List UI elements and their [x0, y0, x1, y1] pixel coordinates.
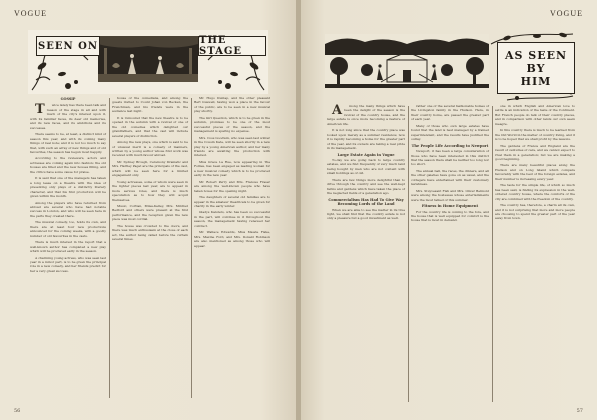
title-the-stage: THE STAGE [198, 36, 266, 56]
gossip-heading: GOSSIP [60, 97, 76, 101]
stage-header-illustration [28, 30, 268, 94]
column-rule [408, 106, 409, 402]
left-column-1: GOSSIP T wice lately has there been talk and reason of the stage in all and with much of the city's interest upon it, with its familiar faces, its dear old memories, and its new faces, and its ambitions and its successes. There seems to be, at least, a distinct kind of season this year, and with its coming many things of real note; and it is not too much to say that, with such an array of new things and of old favourites, the season has begun most happily. According to the reviewers, actors and actresses are coming again into fashion; the old houses are filled and the new houses filling, and the critics have some cause for praise. It is said that one of the managers has taken a long lease on a theatre with the idea of presenting only plays of a distinctly literary character, and that his first production will be given within the month. Among the players who have returned from abroad are several who have had notable success in London, and who will be seen here in the parts they created there. The musical comedy, too, holds its own, and there are at least four new productions announced for the coming weeks, with a goodly number of old favourites in the casts. There is much interest in the report that a well-known author has completed a new play which will be produced early in the season. A charming young actress, who was seen last year in a minor part, is to be given the principal role in a new comedy, and her friends predict for her a very great success. [30, 97, 106, 273]
subhead-newport: The People Life According to Newport [411, 143, 489, 148]
right-column-2: rather one of the several fashionable homes of the Livingston family in the Hudson. Here, in their country home, are passed the greater part of each year. Many of those who own large estates have found that the land is best managed by a trained superintendent, and the results have justified the outlay. The People Life According to Newport Newport, it has been a large consideration of those who have been interested in this district that the season there shall be neither too long nor too short. The annual ball, the races, the dinners, and all the other gaieties have gone on as usual, and the cottagers have entertained with their customary lavishness. Mrs. Stuyvesant Fish and Mrs. Oliver Belmont were among the hostesses whose entertainments were the most talked of this summer. Fitness in Home Equipment For the country life is coming to the fore, and the house that is well equipped for comfort is the house that is most in demand. [411, 104, 489, 223]
column-rule [191, 98, 192, 398]
stage-scene-illustration [98, 36, 198, 82]
folio-left: 56 [14, 408, 21, 414]
column-rule [109, 98, 110, 398]
column-rule [492, 106, 493, 402]
title-as-seen-by-him [497, 42, 575, 94]
title-line-2: BY [526, 61, 546, 75]
left-column-2: house of the comedians, and among the guests invited to Count Johan von Becken, the Frenchman, and his friends were in the audience last night. It is rumoured that the new theatre is to be opened in the autumn with a revival of one of the old comedies which delighted our grandfathers, and that the cast will include several players of distinction. Among the new plays, one which is said to be of unusual merit is a comedy of manners, written by a young author whose first work was received with much favour abroad. Mr. Sydney Brough, Ceremony Dramatic and Mrs. Hartley Paget are the principals of the cast, which will be seen here for a limited engagement only. Young actresses, some of whom were seen in the lighter pieces last year, are to appear in more serious roles, and there is much speculation as to how they will acquit themselves. Music, Cortlan, Miles-Kelley, Mrs. Mildred Bedford and others were present at the first performance, and the reception given the new piece was most cordial. The house was crowded to the doors, and there was much enthusiasm at the close of each act, the author being called before the curtain several times. [112, 96, 188, 242]
running-head-left: VOGUE [14, 9, 47, 18]
folio-right: 57 [576, 408, 583, 414]
left-page [0, 0, 296, 420]
right-column-1: A mong the many things which have been the delight of the season is the revival of the country house, and the large estate is once more becoming a feature of American life. It is not long since that the country place was looked upon merely as a summer residence; now it is rapidly becoming a home for the greater part of the year, and its owners are taking a real pride in its management. Large Estate Again in Vogue To-day we are going back to large country estates, and we find frequently of very much land being bought by men who are not content with small holdings as of old. There are few things more delightful than to drive through the country and see the well-kept farms and gardens which have taken the place of the neglected fields of a generation ago. Commercialism Has Had To Give Way Becoming Lords of the Land When we are able to see the matter in its true light, we shall find that the country estate is not only a pleasure but a good investment as well. [327, 103, 405, 221]
seen-by-him-header [325, 30, 577, 102]
title-line-3: HIM [520, 74, 552, 88]
garden-scene-illustration [325, 34, 489, 88]
running-head-right: VOGUE [550, 9, 583, 18]
subhead-fitness: Fitness in Home Equipment [421, 204, 479, 209]
title-line-1: AS SEEN [504, 48, 568, 62]
title-seen-on: SEEN ON [36, 36, 100, 56]
subhead-large-estate: Large Estate Again in Vogue [337, 152, 395, 157]
right-page [301, 0, 597, 420]
right-column-3: one in which English and American love to settle is an indication of the taste of the Continent. But French people do talk of their country places, and in comparison with other lands our own seem meagre. In this country there is much to be learned from the Old World in the matter of country living, and it is to be hoped that we shall profit by the lessons. The gardens of France and England are the result of centuries of care, and we cannot expect to rival them in a generation; but we are making a good beginning. There are many beautiful places along the Hudson and on Long Island which compare favourably with the best of the foreign estates, and their number is increasing every year. The taste for the simple life, of which so much has been said, is finding its expression in the well-ordered country house, where the comforts of the city are combined with the freedom of the country. The country has, therefore, a charm all its own, and it is not surprising that more and more people are choosing to spend the greater part of the year away from town. [495, 104, 575, 221]
subhead-commercialism: Commercialism Has Had To Give Way Becoming Lords of the Land [328, 197, 404, 207]
left-column-3: Mr. Hugo Dunlap, and the other pleasant Bert Guswell, having won a place in the favour of the public, are to be seen in a new musical play shortly. The Girl Question, which is to be given in the autumn, promises to be one of the most successful pieces of the season, and the management is sparing no expense. Mrs. Coss Goodwin, who was seen last winter in the Cousin Kate, will be seen shortly in a new play by a young American author, and her many friends are awaiting the production with interest. Miss Grace La Rue, now appearing in The Follies, has been engaged as leading woman for a new musical comedy which is to be produced early in the new year. Mr. Robert Perry and Mrs. Frances Fraser are among the well-known people who have taken boxes for the opening night. The daughters of several old families are to appear in the amateur theatricals to be given for charity in the early winter. Gladys Kanders, who has been so successful in the part, will continue in it throughout the season, the management having renewed her contract. Mr. Wallace Edwards, Miss Maude Fiske, Mrs. Maxine Ford, and Mrs. Donald Robinson are also mentioned as among those who will appear. [194, 96, 270, 248]
